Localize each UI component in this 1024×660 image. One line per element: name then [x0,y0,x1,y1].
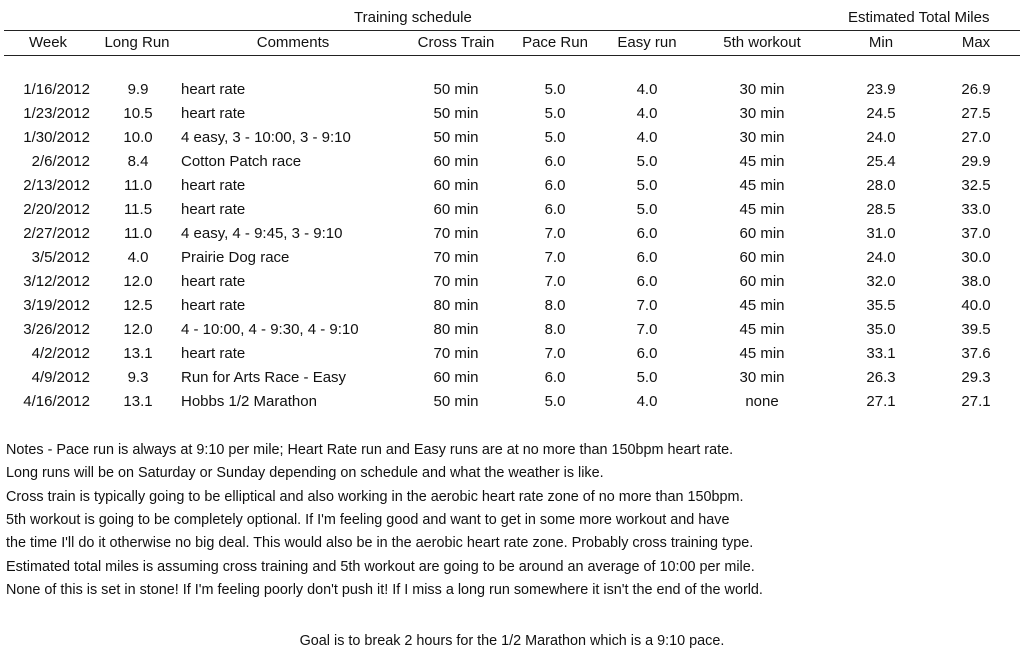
cell-easy-run: 4.0 [636,105,658,122]
cell-long-run: 12.0 [123,273,153,290]
cell-max: 32.5 [961,177,991,194]
column-header-cross-train: Cross Train [417,34,495,51]
column-header-min: Min [868,34,894,51]
cell-easy-run: 5.0 [636,369,658,386]
cell-cross-train: 60 min [433,201,479,218]
note-line: Long runs will be on Saturday or Sunday depending on schedule and what the weather is like. [6,465,604,482]
cell-week: 4/9/2012 [31,369,90,386]
cell-long-run: 10.5 [123,105,153,122]
cell-easy-run: 5.0 [636,201,658,218]
cell-pace-run: 5.0 [544,81,566,98]
cell-5th-workout: 45 min [739,345,785,362]
cell-5th-workout: 45 min [739,321,785,338]
cell-long-run: 10.0 [123,129,153,146]
cell-cross-train: 70 min [433,249,479,266]
cell-min: 24.0 [866,129,896,146]
cell-pace-run: 5.0 [544,129,566,146]
cell-5th-workout: 45 min [739,201,785,218]
cell-min: 25.4 [866,153,896,170]
cell-pace-run: 7.0 [544,249,566,266]
cell-comments: heart rate [181,273,246,290]
cell-max: 27.5 [961,105,991,122]
cell-comments: heart rate [181,297,246,314]
cell-max: 39.5 [961,321,991,338]
cell-min: 31.0 [866,225,896,242]
cell-min: 35.0 [866,321,896,338]
cell-comments: Run for Arts Race - Easy [181,369,347,386]
cell-week: 3/12/2012 [23,273,90,290]
cell-week: 1/23/2012 [23,105,90,122]
cell-pace-run: 7.0 [544,345,566,362]
cell-5th-workout: 60 min [739,273,785,290]
cell-pace-run: 6.0 [544,369,566,386]
cell-easy-run: 5.0 [636,153,658,170]
cell-min: 33.1 [866,345,896,362]
cell-comments: heart rate [181,105,246,122]
cell-max: 40.0 [961,297,991,314]
cell-long-run: 9.3 [127,369,149,386]
cell-easy-run: 4.0 [636,393,658,410]
cell-5th-workout: 30 min [739,81,785,98]
cell-min: 24.5 [866,105,896,122]
header-bottom-rule [4,55,1020,56]
cell-5th-workout: 45 min [739,297,785,314]
cell-easy-run: 6.0 [636,273,658,290]
cell-pace-run: 5.0 [544,105,566,122]
cell-max: 37.6 [961,345,991,362]
cell-max: 27.1 [961,393,991,410]
cell-comments: heart rate [181,177,246,194]
cell-pace-run: 8.0 [544,297,566,314]
cell-comments: heart rate [181,345,246,362]
cell-5th-workout: 30 min [739,129,785,146]
cell-pace-run: 6.0 [544,153,566,170]
cell-easy-run: 6.0 [636,345,658,362]
column-header-pace-run: Pace Run [522,34,588,51]
cell-week: 2/6/2012 [31,153,90,170]
cell-week: 1/30/2012 [23,129,90,146]
cell-max: 27.0 [961,129,991,146]
cell-easy-run: 7.0 [636,321,658,338]
cell-min: 27.1 [866,393,896,410]
cell-week: 2/20/2012 [23,201,90,218]
column-header-week: Week [28,34,68,51]
cell-cross-train: 80 min [433,297,479,314]
cell-comments: Cotton Patch race [181,153,302,170]
column-header-5th-workout: 5th workout [723,34,801,51]
cell-max: 37.0 [961,225,991,242]
cell-pace-run: 8.0 [544,321,566,338]
cell-easy-run: 4.0 [636,81,658,98]
cell-comments: Prairie Dog race [181,249,290,266]
cell-5th-workout: none [745,393,779,410]
cell-comments: 4 - 10:00, 4 - 9:30, 4 - 9:10 [181,321,359,338]
cell-pace-run: 5.0 [544,393,566,410]
cell-long-run: 13.1 [123,345,153,362]
estimated-total-miles-heading: Estimated Total Miles [848,9,990,26]
cell-week: 4/2/2012 [31,345,90,362]
cell-min: 23.9 [866,81,896,98]
cell-long-run: 12.0 [123,321,153,338]
cell-max: 38.0 [961,273,991,290]
cell-5th-workout: 60 min [739,225,785,242]
cell-min: 32.0 [866,273,896,290]
cell-week: 2/27/2012 [23,225,90,242]
cell-easy-run: 5.0 [636,177,658,194]
cell-comments: heart rate [181,201,246,218]
cell-easy-run: 6.0 [636,249,658,266]
cell-pace-run: 6.0 [544,201,566,218]
cell-5th-workout: 60 min [739,249,785,266]
cell-comments: heart rate [181,81,246,98]
note-line: Notes - Pace run is always at 9:10 per mile; Heart Rate run and Easy runs are at no more than 150bpm heart rate. [6,442,734,458]
cell-long-run: 12.5 [123,297,153,314]
note-line: the time I'll do it otherwise no big deal. This would also be in the aerobic heart rate zone. Probably cross training type. [6,535,754,552]
column-header-easy-run: Easy run [617,34,677,51]
cell-cross-train: 60 min [433,177,479,194]
cell-long-run: 4.0 [127,249,149,266]
cell-cross-train: 50 min [433,393,479,410]
cell-cross-train: 60 min [433,153,479,170]
note-line: Estimated total miles is assuming cross training and 5th workout are going to be around an average of 10:00 per mile. [6,558,755,575]
cell-max: 30.0 [961,249,991,266]
cell-pace-run: 7.0 [544,273,566,290]
cell-cross-train: 50 min [433,129,479,146]
cell-5th-workout: 45 min [739,153,785,170]
cell-cross-train: 70 min [433,345,479,362]
note-line: Cross train is typically going to be elliptical and also working in the aerobic heart rate zone of no more than 150bpm. [6,488,744,505]
cell-week: 4/16/2012 [23,393,90,410]
cell-min: 28.0 [866,177,896,194]
cell-min: 28.5 [866,201,896,218]
cell-long-run: 13.1 [123,393,153,410]
cell-max: 26.9 [961,81,991,98]
training-schedule-heading: Training schedule [354,9,472,26]
cell-week: 3/26/2012 [23,321,90,338]
cell-easy-run: 6.0 [636,225,658,242]
cell-week: 3/19/2012 [23,297,90,314]
cell-easy-run: 7.0 [636,297,658,314]
cell-cross-train: 60 min [433,369,479,386]
cell-max: 29.3 [961,369,991,386]
cell-min: 26.3 [866,369,896,386]
cell-cross-train: 70 min [433,273,479,290]
cell-comments: 4 easy, 4 - 9:45, 3 - 9:10 [181,225,343,242]
column-header-max: Max [961,34,991,51]
note-line: 5th workout is going to be completely optional. If I'm feeling good and want to get in some more workout and have [6,511,730,528]
cell-comments: Hobbs 1/2 Marathon [181,393,317,410]
column-header-comments: Comments [256,34,330,51]
cell-pace-run: 7.0 [544,225,566,242]
cell-max: 29.9 [961,153,991,170]
cell-cross-train: 70 min [433,225,479,242]
cell-long-run: 11.0 [123,225,153,242]
note-line: None of this is set in stone! If I'm feeling poorly don't push it! If I miss a long run somewhere it isn't the end of the world. [6,581,763,598]
cell-5th-workout: 30 min [739,369,785,386]
cell-pace-run: 6.0 [544,177,566,194]
cell-cross-train: 80 min [433,321,479,338]
goal-statement: Goal is to break 2 hours for the 1/2 Marathon which is a 9:10 pace. [299,633,725,649]
cell-long-run: 11.5 [123,201,153,218]
cell-easy-run: 4.0 [636,129,658,146]
cell-cross-train: 50 min [433,105,479,122]
cell-week: 1/16/2012 [23,81,90,98]
cell-min: 24.0 [866,249,896,266]
cell-long-run: 9.9 [127,81,149,98]
cell-5th-workout: 30 min [739,105,785,122]
cell-long-run: 11.0 [123,177,153,194]
cell-week: 3/5/2012 [31,249,90,266]
cell-max: 33.0 [961,201,991,218]
cell-long-run: 8.4 [127,153,149,170]
column-header-long-run: Long Run [104,34,170,51]
cell-5th-workout: 45 min [739,177,785,194]
cell-cross-train: 50 min [433,81,479,98]
header-top-rule [4,30,1020,31]
cell-comments: 4 easy, 3 - 10:00, 3 - 9:10 [181,129,351,146]
cell-min: 35.5 [866,297,896,314]
cell-week: 2/13/2012 [23,177,90,194]
